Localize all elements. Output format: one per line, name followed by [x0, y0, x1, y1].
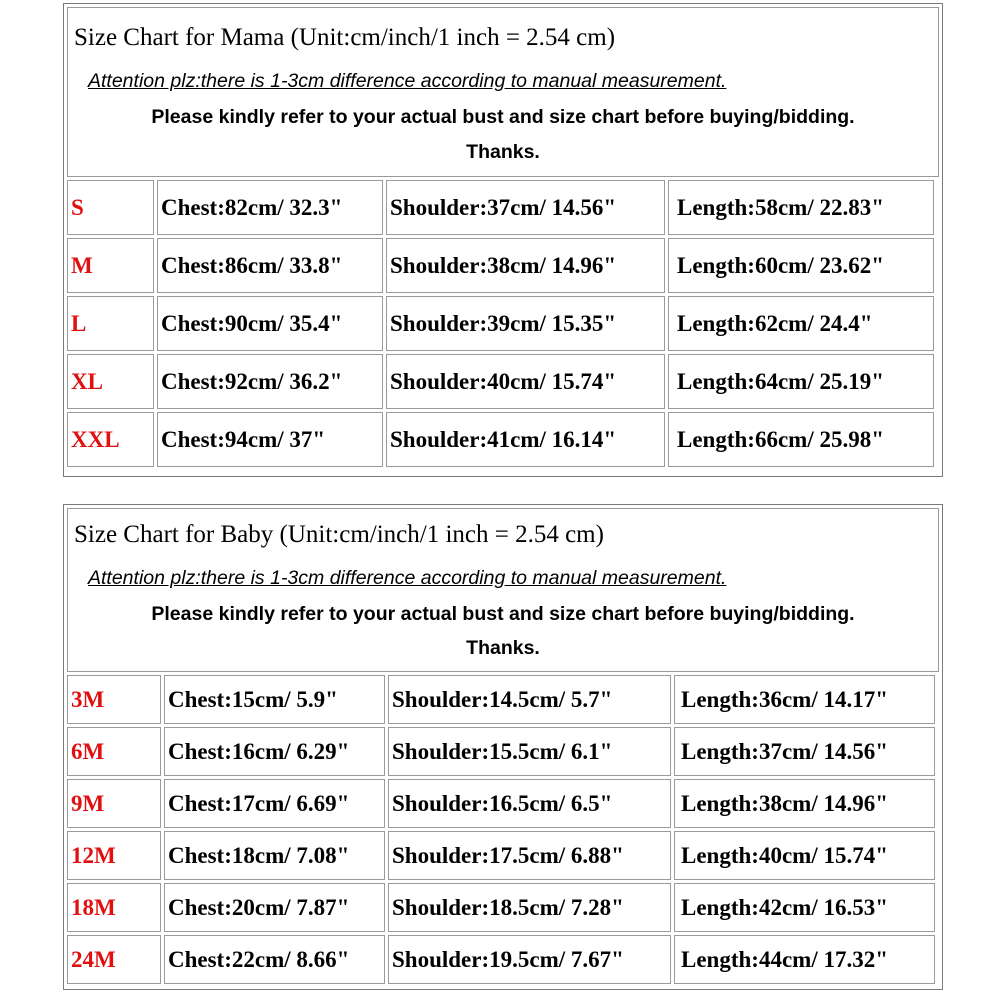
chest-cell: Chest:18cm/ 7.08": [164, 831, 385, 880]
shoulder-cell: Shoulder:18.5cm/ 7.28": [388, 883, 671, 932]
chest-cell: Chest:94cm/ 37": [157, 412, 383, 467]
baby-size-table: [67, 675, 939, 984]
baby-chart-header: [67, 508, 939, 672]
shoulder-cell: Shoulder:14.5cm/ 5.7": [388, 675, 671, 724]
mama-size-chart: [63, 3, 943, 477]
size-label: M: [67, 238, 154, 293]
baby-refer-note: Please kindly refer to your actual bust and size chart before buying/bidding.: [151, 603, 855, 625]
chest-cell: Chest:92cm/ 36.2": [157, 354, 383, 409]
table-row: [67, 412, 939, 467]
table-row: [67, 935, 939, 984]
chest-cell: Chest:15cm/ 5.9": [164, 675, 385, 724]
length-cell: Length:38cm/ 14.96": [674, 779, 935, 828]
baby-attention-note: Attention plz:there is 1-3cm difference according to manual measurement.: [88, 567, 727, 589]
table-row: [67, 675, 939, 724]
size-label: 9M: [67, 779, 161, 828]
size-label: XXL: [67, 412, 154, 467]
table-row: [67, 727, 939, 776]
length-cell: Length:37cm/ 14.56": [674, 727, 935, 776]
shoulder-cell: Shoulder:41cm/ 16.14": [386, 412, 665, 467]
size-label: 6M: [67, 727, 161, 776]
mama-attention-note: Attention plz:there is 1-3cm difference according to manual measurement.: [88, 70, 727, 92]
size-label: S: [67, 180, 154, 235]
table-row: [67, 180, 939, 235]
size-label: L: [67, 296, 154, 351]
table-row: [67, 883, 939, 932]
length-cell: Length:58cm/ 22.83": [668, 180, 934, 235]
mama-thanks-note: Thanks.: [466, 141, 540, 163]
length-cell: Length:44cm/ 17.32": [674, 935, 935, 984]
chest-cell: Chest:82cm/ 32.3": [157, 180, 383, 235]
size-label: 12M: [67, 831, 161, 880]
shoulder-cell: Shoulder:15.5cm/ 6.1": [388, 727, 671, 776]
chest-cell: Chest:90cm/ 35.4": [157, 296, 383, 351]
baby-chart-title: Size Chart for Baby (Unit:cm/inch/1 inch = 2.54 cm): [74, 521, 604, 548]
shoulder-cell: Shoulder:38cm/ 14.96": [386, 238, 665, 293]
length-cell: Length:40cm/ 15.74": [674, 831, 935, 880]
shoulder-cell: Shoulder:40cm/ 15.74": [386, 354, 665, 409]
size-label: 24M: [67, 935, 161, 984]
length-cell: Length:60cm/ 23.62": [668, 238, 934, 293]
length-cell: Length:64cm/ 25.19": [668, 354, 934, 409]
length-cell: Length:42cm/ 16.53": [674, 883, 935, 932]
mama-chart-title: Size Chart for Mama (Unit:cm/inch/1 inch = 2.54 cm): [74, 24, 616, 51]
table-row: [67, 779, 939, 828]
size-label: 3M: [67, 675, 161, 724]
length-cell: Length:62cm/ 24.4": [668, 296, 934, 351]
length-cell: Length:66cm/ 25.98": [668, 412, 934, 467]
shoulder-cell: Shoulder:37cm/ 14.56": [386, 180, 665, 235]
mama-chart-header: [67, 7, 939, 177]
size-label: XL: [67, 354, 154, 409]
shoulder-cell: Shoulder:39cm/ 15.35": [386, 296, 665, 351]
chest-cell: Chest:22cm/ 8.66": [164, 935, 385, 984]
table-row: [67, 354, 939, 409]
shoulder-cell: Shoulder:17.5cm/ 6.88": [388, 831, 671, 880]
shoulder-cell: Shoulder:19.5cm/ 7.67": [388, 935, 671, 984]
chest-cell: Chest:86cm/ 33.8": [157, 238, 383, 293]
chest-cell: Chest:17cm/ 6.69": [164, 779, 385, 828]
chest-cell: Chest:16cm/ 6.29": [164, 727, 385, 776]
baby-thanks-note: Thanks.: [466, 637, 540, 659]
chest-cell: Chest:20cm/ 7.87": [164, 883, 385, 932]
table-row: [67, 831, 939, 880]
size-label: 18M: [67, 883, 161, 932]
mama-size-table: [67, 180, 939, 467]
shoulder-cell: Shoulder:16.5cm/ 6.5": [388, 779, 671, 828]
mama-refer-note: Please kindly refer to your actual bust and size chart before buying/bidding.: [151, 106, 855, 128]
table-row: [67, 238, 939, 293]
baby-size-chart: [63, 504, 943, 990]
table-row: [67, 296, 939, 351]
length-cell: Length:36cm/ 14.17": [674, 675, 935, 724]
